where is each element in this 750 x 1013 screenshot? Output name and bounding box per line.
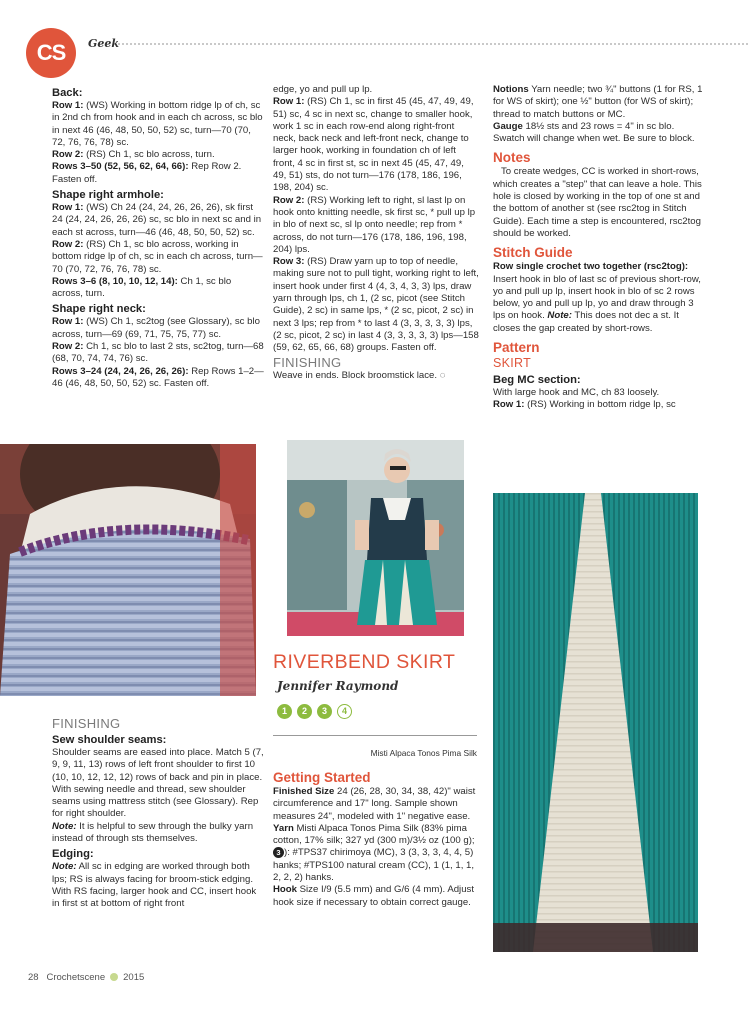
neck-heading: Shape right neck: bbox=[52, 303, 146, 316]
continued-text: edge, yo and pull up lp. bbox=[273, 84, 373, 95]
yarn-credit: Misti Alpaca Tonos Pima Silk bbox=[370, 748, 477, 758]
edging-heading: Edging: bbox=[52, 848, 94, 861]
skirt-heading: SKIRT bbox=[493, 356, 532, 371]
middle-column-top bbox=[273, 84, 479, 382]
neck-row-3: Rows 3–24 (24, 24, 26, 26, 26): Rep Rows 1–2—46 (46, 48, 50, 50, 52) sc. Fasten off. bbox=[52, 365, 264, 389]
gauge: Gauge 18½ sts and 23 rows = 4" in sc blo. Swatch will change when wet. Be sure to block. bbox=[493, 120, 695, 145]
skill-level-2-icon: 2 bbox=[297, 704, 312, 719]
stitch-guide-text: Row single crochet two together (rsc2tog): Insert hook in blo of last sc of previous short-row, yo and pull up lp, insert hook in blo of sc 2 rows below, yo and pull up lp, yo and draw through 3 lps on hook. Note: This does not dec a st. It closes the gap created by short-rows. bbox=[493, 261, 701, 334]
issue-year: 2015 bbox=[123, 972, 145, 983]
left-column-bottom bbox=[52, 716, 264, 911]
edging-row-2: Row 2: (RS) Working left to right, sl last lp on hook onto knitting needle, sk first sc, * pull up lp in blo of next sc, sl lp onto needle; rep from * across, do not turn—176 (178, 186, 196, 198, 204) lps. bbox=[273, 194, 476, 255]
right-column bbox=[493, 84, 708, 412]
back-row-1: Row 1: (WS) Working in bottom ridge lp of ch, sc in 2nd ch from hook and in each ch across, sc blo in next 46 (46, 48, 50, 50, 52) sc, turn—70 (70, 72, 76, 76, 78) sc. bbox=[52, 100, 263, 148]
edging-row-3: Row 3: (RS) Draw yarn up to top of needle, making sure not to pull tight, working right to left, insert hook under first 4 (4, 3, 4, 3, 3) lps, draw yarn through lps, ch 1, (2 sc, picot (see Stitch Guide), 2 sc) in same lps, * (2 sc, picot, 2 sc) in next 3 lps; rep from * to last 4 (3, 3, 3, 3, 3) lps, (2 sc, picot, 2 sc) in last 4 (3, 3, 3, 3, 3) lps—158 (59, 62, 65, 66, 68) groups. Fasten off. bbox=[273, 256, 479, 354]
edging-text: With RS facing, larger hook and CC, insert hook in first st at bottom of right front bbox=[52, 885, 257, 910]
magazine-logo: CS bbox=[26, 28, 76, 78]
middle-column-bottom bbox=[273, 765, 479, 909]
stitch-guide-heading: Stitch Guide bbox=[493, 245, 573, 261]
left-column-top bbox=[52, 84, 264, 390]
seams-heading: Sew shoulder seams: bbox=[52, 734, 167, 746]
beg-mc-text: With large hook and MC, ch 83 loosely. bbox=[493, 387, 660, 399]
skirt-detail-photo bbox=[493, 493, 698, 952]
page-number: 28 bbox=[28, 972, 39, 983]
skill-level-3-icon: 3 bbox=[317, 704, 332, 719]
page-footer bbox=[28, 972, 144, 983]
beg-mc-heading: Beg MC section: bbox=[493, 374, 581, 387]
finishing-heading-mid: FINISHING bbox=[273, 354, 342, 370]
hook-info: Hook Size I/9 (5.5 mm) and G/6 (4 mm). Adjust hook size if necessary to obtain correct gauge. bbox=[273, 884, 474, 908]
magazine-name: Crochetscene bbox=[46, 972, 106, 983]
edging-row-1: Row 1: (RS) Ch 1, sc in first 45 (45, 47, 49, 49, 51) sc, 4 sc in next sc, change to smaller hook, work 1 sc in each row-end along right-front neck, back neck and left-front neck, change to larger hook, working in foundation ch of left front, 4 sc in first st, sc in next 45 (45, 47, 49, 49, 51) sts, do not turn—176 (178, 186, 196, 198, 204) sc. bbox=[273, 96, 474, 194]
title-rule bbox=[273, 735, 477, 736]
armhole-row-3: Rows 3–6 (8, 10, 10, 12, 14): Ch 1, sc blo across, turn. bbox=[52, 275, 232, 300]
header-divider bbox=[118, 43, 748, 45]
shoulder-detail-photo bbox=[0, 444, 256, 696]
back-row-3: Rows 3–50 (52, 56, 62, 64, 66): Rep Row 2. Fasten off. bbox=[52, 161, 242, 185]
finishing-text: Weave in ends. Block broomstick lace. ◌ bbox=[273, 369, 446, 381]
armhole-row-2: Row 2: (RS) Ch 1, sc blo across, working in bottom ridge lp of ch, sc in each ch across, turn—70 (70, 72, 76, 76, 78) sc. bbox=[52, 238, 263, 275]
armhole-row-1: Row 1: (WS) Ch 24 (24, 24, 26, 26, 26), sk first 24 (24, 24, 26, 26, 26) sc, sc blo in next sc and in each st across, turn—46 (46, 48, 50, 50, 52) sc. bbox=[52, 202, 262, 238]
notions: Notions Yarn needle; two ¾" buttons (1 for RS, 1 for WS of skirt); one ½" button (for WS of skirt); thread to match buttons or MC. bbox=[493, 84, 703, 120]
neck-row-2: Row 2: Ch 1, sc blo to last 2 sts, sc2tog, turn—68 (68, 70, 74, 74, 76) sc. bbox=[52, 341, 264, 365]
edging-note: Note: All sc in edging are worked through both lps; RS is always facing for broom-stick edging. bbox=[52, 861, 254, 885]
yarn-weight-icon: 3 bbox=[273, 847, 284, 858]
back-heading: Back: bbox=[52, 87, 83, 99]
section-label: Geek bbox=[88, 37, 120, 50]
seams-note: Note: It is helpful to sew through the bulky yarn instead of through sts themselves. bbox=[52, 820, 254, 845]
footer-dot-icon bbox=[110, 973, 118, 981]
neck-row-1: Row 1: (WS) Ch 1, sc2tog (see Glossary), sc blo across, turn—69 (69, 71, 75, 75, 77) sc. bbox=[52, 316, 260, 340]
armhole-heading: Shape right armhole: bbox=[52, 189, 164, 202]
notes-heading: Notes bbox=[493, 150, 531, 166]
seams-text: Shoulder seams are eased into place. Match 5 (7, 9, 9, 11, 13) rows of left front shoulder to first 10 (10, 10, 12, 12, 12) rows of back and pin in place. With sewing needle and thread, sew shoulder seams using mattress stitch (see Glossary). Rep for right shoulder. bbox=[52, 747, 264, 820]
skill-level-1-icon: 1 bbox=[277, 704, 292, 719]
beg-row-1: Row 1: (RS) Working in bottom ridge lp, sc bbox=[493, 399, 676, 411]
finishing-heading-left: FINISHING bbox=[52, 716, 121, 731]
getting-started-heading: Getting Started bbox=[273, 770, 371, 785]
pattern-heading: Pattern bbox=[493, 340, 540, 356]
yarn-info: Yarn Misti Alpaca Tonos Pima Silk (83% pima cotton, 17% silk; 327 yd (300 m)/3½ oz (100 g); 3 ): #TPS37 chirimoya (MC), 3 (3, 3, 3, 4, 4, 5) hanks; #TPS100 natural cream (CC), 1 (1, 1, 1, 2, 2, 2) hanks. bbox=[273, 822, 475, 884]
model-photo bbox=[287, 440, 464, 636]
end-mark-icon: ◌ bbox=[439, 369, 446, 381]
pattern-author: Jennifer Raymond bbox=[277, 679, 399, 693]
finished-size: Finished Size 24 (26, 28, 30, 34, 38, 42)" waist circumference and 17" long. Sample shown measures 24", modeled with 1" negative ease. bbox=[273, 786, 476, 822]
back-row-2: Row 2: (RS) Ch 1, sc blo across, turn. bbox=[52, 149, 215, 161]
skill-level-4-icon: 4 bbox=[337, 704, 352, 719]
pattern-title: RIVERBEND SKIRT bbox=[273, 651, 456, 673]
notes-text: To create wedges, CC is worked in short-rows, which creates a "step" that can leave a hole. This hole is closed by working in the top of one st and the bottom of another st (see rsc2tog in Stitch Guide). Each time a step is encountered, rsc2tog should be worked. bbox=[493, 166, 702, 239]
